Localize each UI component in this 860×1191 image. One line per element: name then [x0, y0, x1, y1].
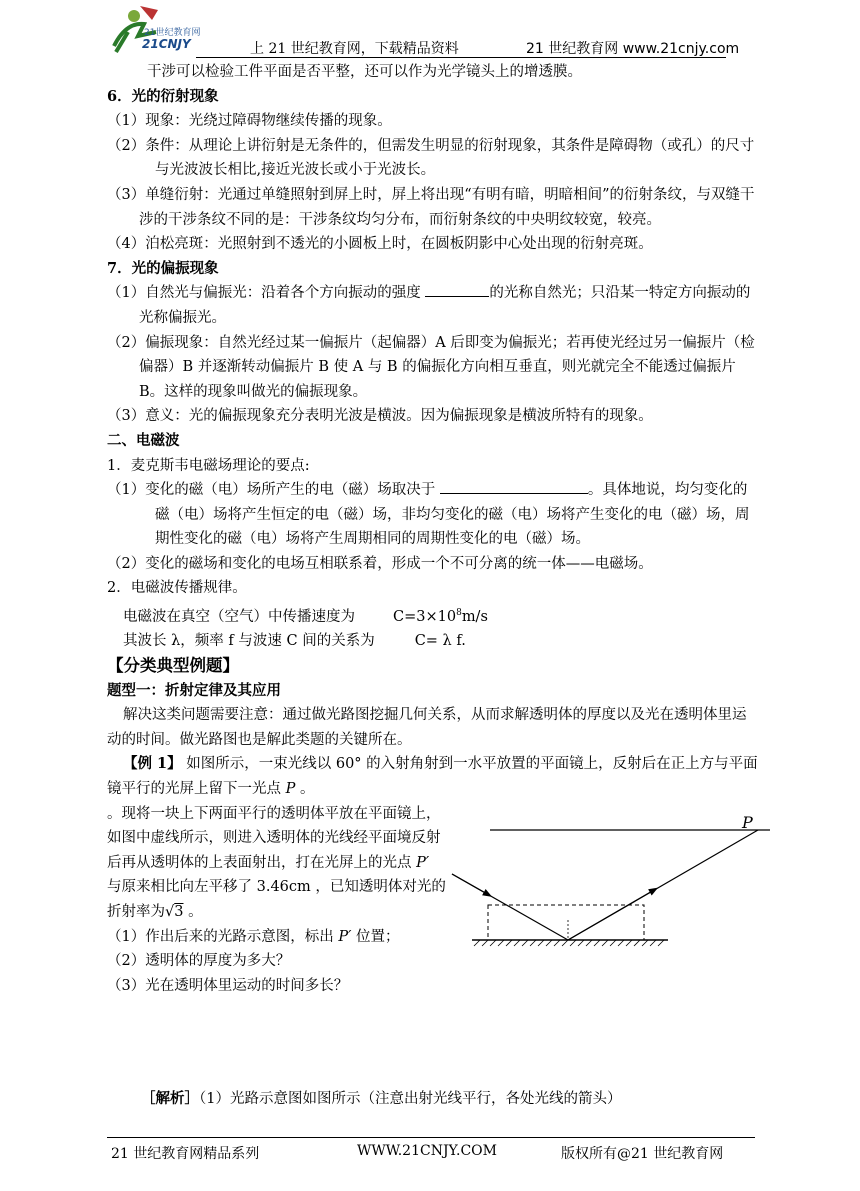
- section-heading: 【分类典型例题】: [107, 656, 239, 676]
- paragraph: （2）偏振现象：自然光经过某一偏振片（起偏器）A 后即变为偏振光；若再使光经过另一偏振片（检偏器）B 并逐渐转动偏振片 B 使 A 与 B 的偏振化方向相互垂直，则光就完全不能透过偏振片 B。这样的现象叫做光的偏振现象。: [107, 334, 755, 400]
- page-header: [0, 0, 860, 64]
- svg-text:21CNJY: 21CNJY: [142, 37, 191, 51]
- paragraph: （1）自然光与偏振光：沿着各个方向振动的强度 的光称自然光；只沿某一特定方向振动的光称偏振光。: [107, 281, 759, 330]
- formula-line: 其波长 λ，频率 f 与波速 C 间的关系为 C= λ f.: [123, 633, 466, 650]
- point-p-label: P: [742, 813, 753, 832]
- footer-copyright: 版权所有@21 世纪教育网: [561, 1146, 724, 1162]
- footer-url: WWW.21CNJY.COM: [357, 1143, 497, 1159]
- question-item: （1）作出后来的光路示意图，标出 P′ 位置；: [107, 928, 400, 945]
- subsection-heading: 题型一：折射定律及其应用: [107, 681, 281, 699]
- example-text-column: [107, 802, 447, 999]
- example-paragraph: 【例 1】 如图所示，一束光线以 60° 的入射角射到一水平放置的平面镜上，反射后在正上方与平面镜平行的光屏上留下一光点 P 。: [107, 755, 758, 798]
- paragraph: （4）泊松亮斑：光照射到不透光的小圆板上时，在圆板阴影中心处出现的衍射亮斑。: [107, 236, 653, 253]
- section-heading: 6．光的衍射现象: [107, 87, 219, 105]
- question-item: （2）透明体的厚度为多大？: [107, 953, 291, 970]
- paragraph: （1）现象：光绕过障碍物继续传播的现象。: [107, 113, 392, 130]
- paragraph: 干涉可以检验工件平面是否平整，还可以作为光学镜头上的增透膜。: [147, 64, 582, 80]
- paragraph: （2）条件：从理论上讲衍射是无条件的，但需发生明显的衍射现象，其条件是障碍物（或孔）的尺寸与光波波长相比,接近光波长或小于光波长。: [107, 137, 755, 179]
- question-item: （3）光在透明体里运动的时间多长？: [107, 977, 349, 994]
- paragraph: （2）变化的磁场和变化的电场互相联系着，形成一个不可分离的统一体——电磁场。: [107, 555, 653, 572]
- site-logo: [104, 2, 201, 58]
- paragraph: 解决这类问题需要注意：通过做光路图挖掘几何关系，从而求解透明体的厚度以及光在透明体里运动的时间。做光路图也是解此类题的关键所在。: [107, 707, 747, 748]
- fill-blank: [440, 479, 588, 494]
- optics-diagram: [440, 812, 770, 957]
- footer-series: 21 世纪教育网精品系列: [111, 1146, 260, 1162]
- paragraph: （1）变化的磁（电）场所产生的电（磁）场取决于 。具体地说，均匀变化的磁（电）场将产生恒定的电（磁）场，非均匀变化的磁（电）场将产生变化的电（磁）场，周期性变化的磁（电）场将产生周期相同的周期性变化的电（磁）场。: [107, 478, 759, 552]
- header-site: 21 世纪教育网 www.21cnjy.com: [526, 41, 740, 57]
- section-heading: 二、电磁波: [107, 431, 180, 449]
- analysis-label: ［解析］: [141, 1090, 199, 1107]
- example-label: 【例 1】: [123, 755, 182, 773]
- analysis-line: [141, 1087, 621, 1108]
- mirror-hatching: [474, 940, 664, 946]
- footer-rule: [107, 1137, 755, 1138]
- analysis-text: （1）光路示意图如图所示（注意出射光线平行，各处光线的箭头）: [199, 1091, 622, 1107]
- paragraph: 。现将一块上下两面平行的透明体平放在平面镜上，如图中虚线所示，则进入透明体的光线经平面境反射后再从透明体的上表面射出，打在光屏上的光点 P′ 与原来相比向左平移了 3.46cm ，已知透明体对光的折射率为√3 。: [107, 805, 446, 921]
- section-heading: 7．光的偏振现象: [107, 259, 219, 277]
- paragraph: 2．电磁波传播规律。: [107, 580, 247, 597]
- paragraph: （3）意义：光的偏振现象充分表明光波是横波。因为偏振现象是横波所特有的现象。: [107, 408, 653, 425]
- header-rule: [196, 57, 726, 58]
- header-slogan: 上 21 世纪教育网，下载精品资料: [250, 41, 459, 57]
- fill-blank: [425, 282, 489, 297]
- formula-line: 电磁波在真空（空气）中传播速度为 $C=3\times 10^8m/s$: [123, 608, 488, 625]
- paragraph: 1．麦克斯韦电磁场理论的要点:: [107, 457, 310, 474]
- svg-text:21世纪教育网: 21世纪教育网: [144, 28, 201, 38]
- paragraph: （3）单缝衍射：光通过单缝照射到屏上时，屏上将出现“有明有暗，明暗相间”的衍射条纹，与双缝干涉的干涉条纹不同的是：干涉条纹均匀分布，而衍射条纹的中央明纹较宽，较亮。: [107, 186, 755, 228]
- transparent-slab: [488, 905, 644, 940]
